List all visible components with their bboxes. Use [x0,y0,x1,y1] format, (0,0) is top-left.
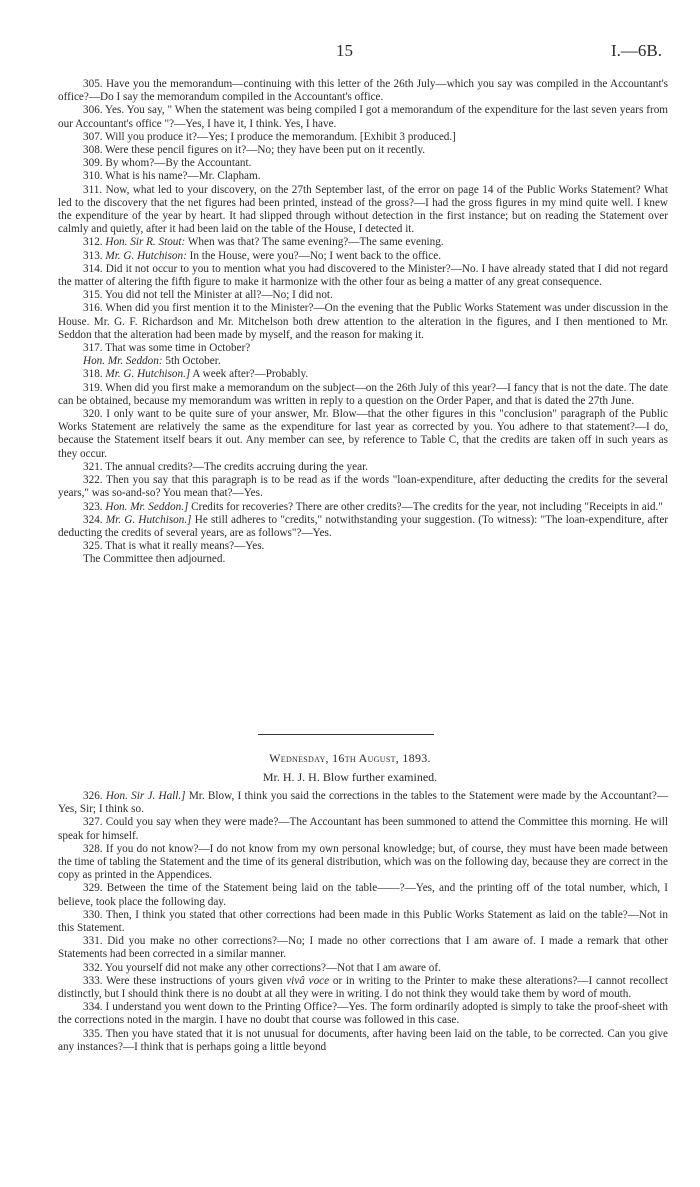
paragraph-335: 335. Then you have stated that it is not unusual for documents, after having been laid on the table, to be corrected. Can you give any instances?—I think that is perhaps going a little beyond [58,1027,668,1053]
paragraph-316: 316. When did you first mention it to the Minister?—On the evening that the Public Works Statement was under discussion in the House. Mr. G. F. Richardson and Mr. Mitchelson both drew attention to the alteration in the figures, and I then mentioned to Mr. Seddon that the alteration had been made by myself, and the reason for making it. [58,302,668,341]
paragraph-323: 323. Hon. Mr. Seddon.] Credits for recoveries? There are other credits?—The credits for the year, not including "Receipts in aid." [83,500,663,513]
paragraph-321: 321. The annual credits?—The credits accruing during the year. [83,460,368,473]
paragraph-322: 322. Then you say that this paragraph is to be read as if the words "loan-expenditure, after deducting the credits for the several years," was so-and-so? You mean that?—Yes. [58,474,668,500]
speaker-name: Hon. Sir R. Stout: [105,236,186,249]
paragraph-326: 326. Hon. Sir J. Hall.] Mr. Blow, I think you said the corrections in the tables to the Statement were made by the Accountant?—Yes, Sir; I think so. [58,790,669,816]
paragraph-311: 311. Now, what led to your discovery, on the 27th September last, of the error on page 14 of the Public Works Statement? What led to the discovery that the net figures had been printed, instead of the gross?—I had the gross figures in my mind quite well. I knew the expenditure of the year by heart. It had slipped through without detection in the first instance; but on reading the Statement over calmly and quietly, after it had been laid on the table of the House, I detected it. [58,183,668,236]
adjournment-note: The Committee then adjourned. [83,553,226,566]
section-divider [258,734,434,735]
speaker-name: Hon. Sir J. Hall.] [105,790,186,802]
page-number: 15 [336,41,353,60]
paragraph-309: 309. By whom?—By the Accountant. [83,157,252,170]
paragraph-320: 320. I only want to be quite sure of your answer, Mr. Blow—that the other figures in this "conclusion" paragraph of the Public Works Statement are relatively the same as the expenditure for last year as corrected by you. You adhere to that statement?—I do, because the Statement itself bears it out. Any member can see, by reference to Table C, that the credits are taken off in such years as they occur. [58,408,668,460]
paragraph-318: 318. Mr. G. Hutchison.] A week after?—Probably. [83,368,309,381]
paragraph-306: 306. Yes. You say, " When the statement was being compiled I got a memorandum of the expenditure for the last seven years from our Accountant's office "?—Yes, I have it, I think. Yes, I have. [58,104,668,130]
paragraph-327: 327. Could you say when they were made?—The Accountant has been summoned to attend the Committee this morning. He will speak for himself. [58,816,668,842]
paragraph-312: 312. Hon. Sir R. Stout: When was that? The same evening?—The same evening. [83,236,444,249]
paragraph-310: 310. What is his name?—Mr. Clapham. [83,170,261,183]
witness-heading: Mr. H. J. H. Blow further examined. [262,770,438,784]
speaker-name: Mr. G. Hutchison.] [105,513,192,526]
minutes-text-part-2 [58,790,668,1054]
paragraph-319: 319. When did you first make a memorandum on the subject—on the 26th July of this year?—I fancy that is not the date. The date can be obtained, because my memorandum was written in reply to a question on the Order Paper, and that is dated the 27th June. [58,381,668,407]
paragraph-317-reply: Hon. Mr. Seddon: 5th October. [83,355,221,368]
session-date-heading: Wednesday, 16th August, 1893. [269,751,431,765]
speaker-name: Hon. Mr. Seddon: [83,355,163,368]
paragraph-317: 317. That was some time in October? [83,342,251,355]
paragraph-331: 331. Did you make no other corrections?—No; I made no other corrections that I am aware of. I made a remark that other Statements had been corrected in a similar manner. [58,935,668,961]
paragraph-305: 305. Have you the memorandum—continuing with this letter of the 26th July—which you say was compiled in the Accountant's office?—Do I say the memorandum compiled in the Accountant's office. [58,78,668,104]
paragraph-325: 325. That is what it really means?—Yes. [83,540,265,553]
paragraph-329: 329. Between the time of the Statement being laid on the table——?—Yes, and the printing off of the total number, which, I believe, took place the following day. [58,882,668,908]
paragraph-328: 328. If you do not know?—I do not know from my own personal knowledge; but, of course, they must have been made between the time of tabling the Statement and the time of its general distribution, which was on the following day, because they are correct in the copy as printed in the Appendices. [58,842,668,882]
paragraph-307: 307. Will you produce it?—Yes; I produce the memorandum. [Exhibit 3 produced.] [83,130,456,143]
paragraph-330: 330. Then, I think you stated that other corrections had been made in this Public Works Statement as laid on the table?—Not in this Statement. [58,908,668,935]
paragraph-308: 308. Were these pencil figures on it?—No; they have been put on it recently. [83,144,426,157]
paragraph-333: 333. Were these instructions of yours given vivâ voce or in writing to the Printer to make these alterations?—I cannot recollect distinctly, but I should think there is no doubt at all they were in writing. I do not think they would take them by word of mouth. [58,974,669,1001]
paragraph-315: 315. You did not tell the Minister at all?—No; I did not. [83,289,333,302]
paragraph-332: 332. You yourself did not make any other corrections?—Not that I am aware of. [83,961,441,974]
speaker-name: Hon. Mr. Seddon.] [105,500,189,513]
paragraph-324: 324. Mr. G. Hutchison.] He still adheres to "credits," notwithstanding your suggestion. (To witness): "The loan-expenditure, after deducting the credits of several years, are as follows"?—Yes. [58,513,669,539]
paragraph-334: 334. I understand you went down to the Printing Office?—Yes. The form ordinarily adopted is simply to take the proof-sheet with the corrections noted in the margin. I have no doubt that course was followed in this case. [58,1001,668,1027]
speaker-name: Mr. G. Hutchison.] [105,368,191,381]
paper-reference: I.—6B. [611,41,662,60]
paragraph-314: 314. Did it not occur to you to mention what you had discovered to the Minister?—No. I have already stated that I did not regard the matter of altering the fifth figure to make it harmonize with the other four as being a matter of any great consequence. [58,262,668,289]
latin-phrase: vivâ voce [286,974,330,987]
paragraph-313: 313. Mr. G. Hutchison: In the House, were you?—No; I went back to the office. [83,249,442,262]
minutes-text-part-1 [58,78,668,567]
speaker-name: Mr. G. Hutchison: [105,249,187,262]
page-header [0,41,700,64]
